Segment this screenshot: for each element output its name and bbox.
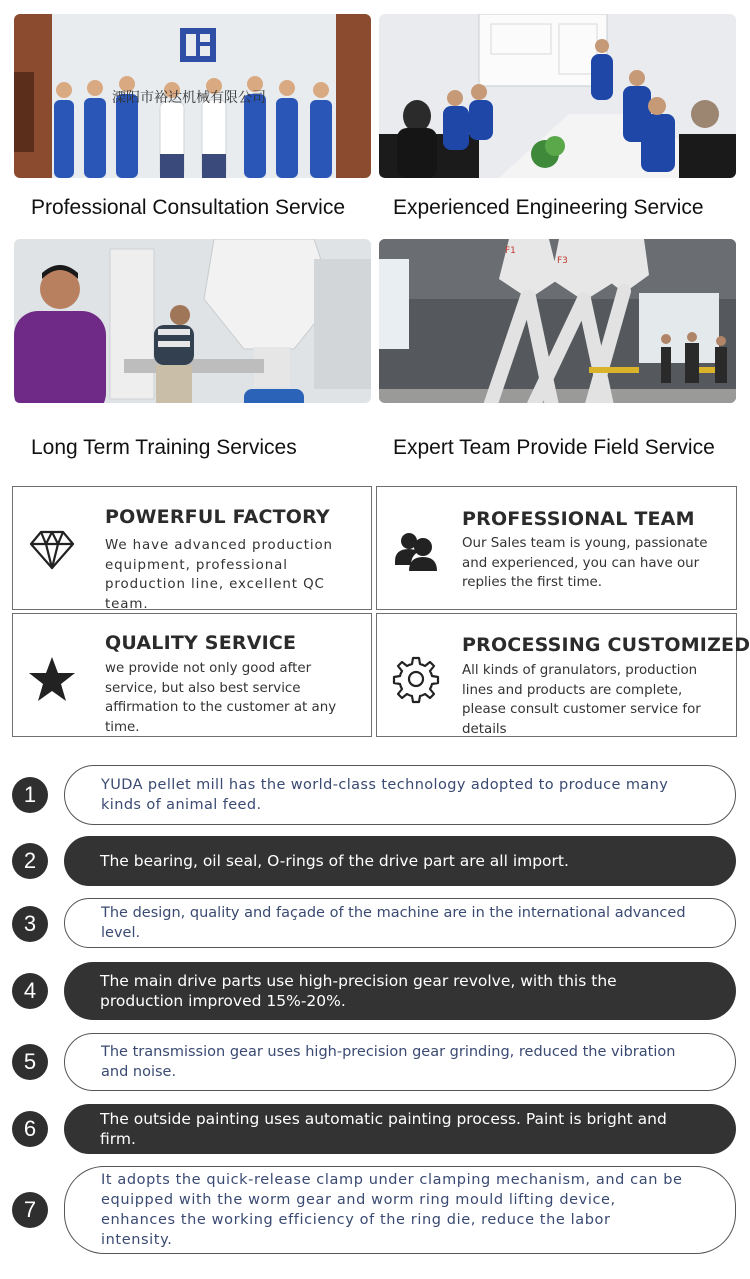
star-icon [27,654,79,706]
point-text: It adopts the quick-release clamp under clamping mechanism, and can be equipped with the worm gear and worm ring mould lifting device, enhances the working efficiency of the ring die, reduce the labor intensity. [101,1172,683,1248]
feature-quality-service [12,613,372,737]
feature-desc: We have advanced production equipment, professional production line, excellent QC team. [105,538,333,612]
feature-powerful-factory [12,486,372,610]
label-f1: F1 [505,246,516,256]
feature-title: PROFESSIONAL TEAM [462,508,695,530]
training-photo [14,239,371,403]
feature-title: POWERFUL FACTORY [105,506,330,528]
point-number: 3 [12,906,48,942]
point-number: 6 [12,1111,48,1147]
team-icon [391,525,443,577]
caption-field-service: Expert Team Provide Field Service [393,436,715,459]
point-number: 1 [12,777,48,813]
point-item [64,1104,736,1154]
point-text: The main drive parts use high-precision gear revolve, with this the production improved 15%-20%. [100,972,617,1010]
feature-desc: Our Sales team is young, passionate and experienced, you can have our replies the first time. [462,536,708,590]
feature-processing-customized [376,613,750,737]
point-text: The transmission gear uses high-precision gear grinding, reduced the vibration and noise. [101,1044,676,1080]
feature-professional-team [376,486,737,610]
label-f3: F3 [557,256,568,266]
point-item [64,962,736,1020]
point-number: 4 [12,973,48,1009]
feature-desc: we provide not only good after service, but also best service affirmation to the customer at any time. [105,661,337,735]
feature-title: QUALITY SERVICE [105,632,297,654]
team-photo [14,14,371,178]
point-item [64,898,736,948]
point-number: 7 [12,1192,48,1228]
caption-training: Long Term Training Services [31,436,297,459]
point-item [64,836,736,886]
point-item [64,1033,736,1091]
diamond-icon [27,523,79,575]
caption-consultation: Professional Consultation Service [31,196,345,219]
feature-title: PROCESSING CUSTOMIZED [462,634,750,656]
point-number: 5 [12,1044,48,1080]
meeting-photo [379,14,736,178]
point-text: The bearing, oil seal, O-rings of the drive part are all import. [100,852,569,870]
point-item [64,765,736,825]
point-text: YUDA pellet mill has the world-class technology adopted to produce many kinds of animal feed. [101,777,669,813]
feature-desc: All kinds of granulators, production lines and products are complete, please consult customer service for details [462,663,701,737]
point-text: The outside painting uses automatic painting process. Paint is bright and firm. [100,1110,667,1148]
caption-engineering: Experienced Engineering Service [393,196,704,219]
field-photo [379,239,736,403]
point-number: 2 [12,843,48,879]
gear-icon [391,654,443,706]
company-sign: 溧阳市裕达机械有限公司 [112,90,266,106]
point-text: The design, quality and façade of the machine are in the international advanced level. [101,905,686,941]
point-item [64,1166,736,1254]
